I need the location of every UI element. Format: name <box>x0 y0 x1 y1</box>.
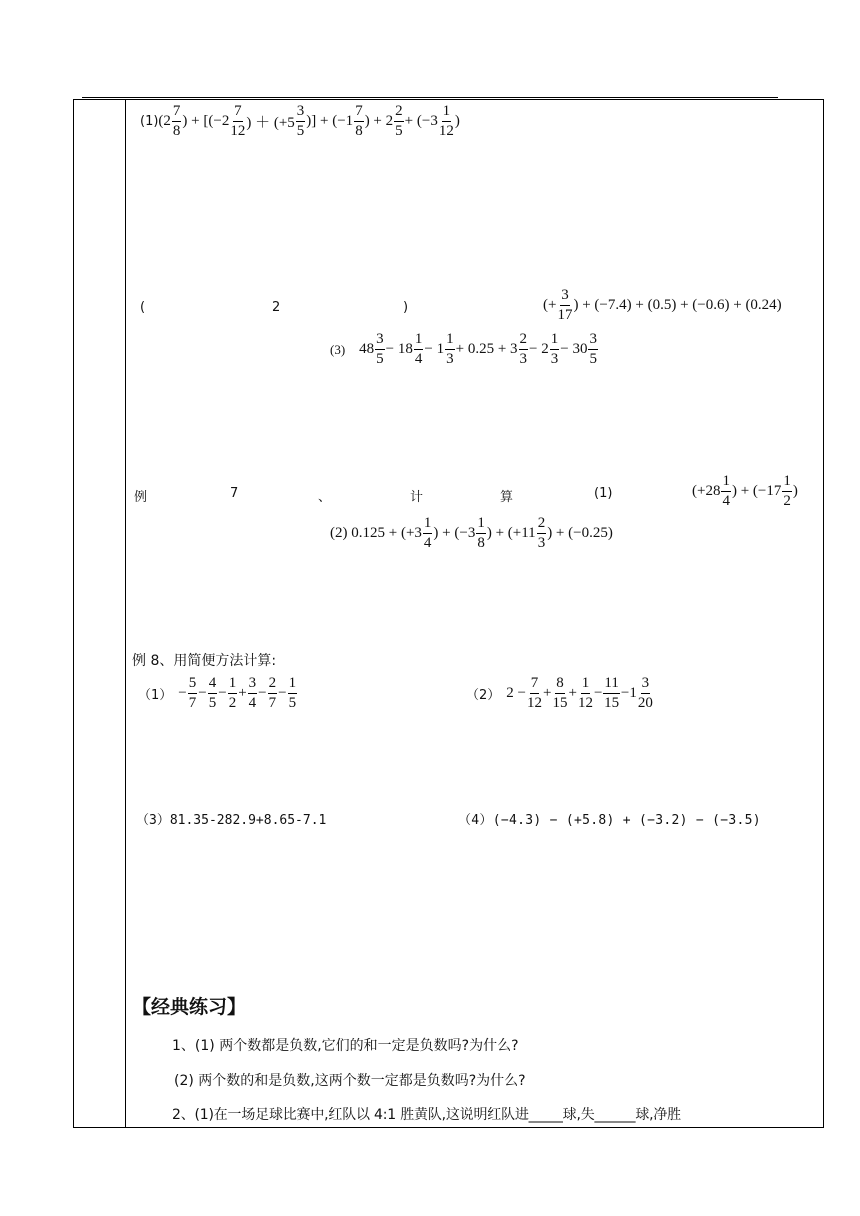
example7-problem1: (+28 $\frac{1}{4}$ ) + (−17 $\frac{1}{2}$ ) <box>692 473 798 509</box>
practice-question: 1、(1) 两个数都是负数,它们的和一定是负数吗?为什么? <box>172 1038 519 1054</box>
fraction: $\frac{1}{5}$ <box>288 675 297 711</box>
example7-word: 计 <box>410 490 424 505</box>
fraction: $\frac{8}{15}$ <box>552 675 568 711</box>
example8-problem2: （2） 2 − $\frac{7}{12}$ + $\frac{8}{15}$ + $\frac{1}{12}$ − $\frac{11}{15}$ −1 $\frac{3}{20}$ <box>466 675 653 711</box>
example7-word: 算 <box>500 490 514 505</box>
example8-heading: 例 8、用简便方法计算: <box>132 653 277 669</box>
problem-number: 2 <box>272 300 281 315</box>
problem-label: （1） <box>138 688 173 703</box>
problem-label: （2） <box>466 688 501 703</box>
example7-number: 7 <box>230 486 239 501</box>
fraction: $\frac{1}{4}$ <box>722 473 730 509</box>
fraction: $\frac{1}{2}$ <box>228 675 237 711</box>
worksheet-table <box>73 99 824 1128</box>
practice-question: (2) 两个数的和是负数,这两个数一定都是负数吗?为什么? <box>174 1073 526 1089</box>
fraction: $\frac{2}{5}$ <box>395 103 403 139</box>
fraction: $\frac{2}{3}$ <box>519 331 528 367</box>
problem-label: (3) <box>330 341 346 357</box>
fraction: $\frac{5}{7}$ <box>188 675 197 711</box>
fraction: $\frac{1}{8}$ <box>477 515 485 551</box>
example7-word: 例 <box>134 490 148 505</box>
fraction: $\frac{3}{5}$ <box>589 331 597 367</box>
problem-label: (1) <box>140 114 159 129</box>
example8-problem1: （1） − $\frac{5}{7}$ − $\frac{4}{5}$ − $\frac{1}{2}$ + $\frac{3}{4}$ − $\frac{2}{7}$ − $\frac{1}{5}$ <box>138 675 297 711</box>
fraction: $\frac{7}{8}$ <box>355 103 363 139</box>
fraction: $\frac{1}{12}$ <box>577 675 593 711</box>
fraction: $\frac{7}{12}$ <box>230 103 246 139</box>
example7-problem2: (2) 0.125 + (+3 $\frac{1}{4}$ ) + (−3 $\frac{1}{8}$ ) + (+11 $\frac{2}{3}$ ) + (−0.25) <box>330 515 613 551</box>
fraction: $\frac{11}{15}$ <box>604 675 620 711</box>
practice-title: 【经典练习】 <box>132 996 247 1018</box>
fraction: $\frac{1}{4}$ <box>414 331 423 367</box>
table-column-divider <box>125 99 126 1128</box>
example6-problem3: (3) 48 $\frac{3}{5}$ − 18 $\frac{1}{4}$ − 1 $\frac{1}{3}$ + 0.25 + 3 $\frac{2}{3}$ − 2 $\frac{1}{3}$ − 30 $\frac{3}{5}$ <box>330 331 597 367</box>
fraction: $\frac{3}{5}$ <box>376 331 384 367</box>
fraction: $\frac{3}{5}$ <box>296 103 305 139</box>
fraction: $\frac{3}{17}$ <box>557 287 573 323</box>
fraction: $\frac{7}{12}$ <box>527 675 542 711</box>
fraction: $\frac{1}{3}$ <box>446 331 454 367</box>
example8-problem4: （4）(−4.3) − (+5.8) + (−3.2) − (−3.5) <box>458 813 761 828</box>
practice-question: 2、(1)在一场足球比赛中,红队以 4:1 胜黄队,这说明红队进_____球,失______球,净胜 <box>172 1107 681 1123</box>
problem-label-close: ) <box>403 300 409 315</box>
fraction: $\frac{1}{4}$ <box>423 515 432 551</box>
header-rule <box>82 97 778 98</box>
fraction: $\frac{1}{3}$ <box>550 331 559 367</box>
example8-problem3: （3）81.35-282.9+8.65-7.1 <box>136 813 327 828</box>
example6-problem1: (1) (2 $\frac{7}{8}$ ) + [(−2 $\frac{7}{12}$ ) ＋ (+5 $\frac{3}{5}$ )] + (−1 $\frac{7}{8}$ ) + 2 $\frac{2}{5}$ + (−3 $\frac{1}{12}$ ) <box>140 103 460 139</box>
fraction: $\frac{2}{7}$ <box>268 675 277 711</box>
fraction: $\frac{3}{4}$ <box>248 675 257 711</box>
example7-separator: 、 <box>318 490 332 505</box>
fraction: $\frac{4}{5}$ <box>208 675 217 711</box>
problem-label: (1) <box>594 486 613 501</box>
example6-problem2: (+ $\frac{3}{17}$ ) + (−7.4) + (0.5) + (−0.6) + (0.24) <box>543 287 782 323</box>
fraction: $\frac{1}{12}$ <box>438 103 454 139</box>
fraction: $\frac{1}{2}$ <box>783 473 791 509</box>
fraction: $\frac{2}{3}$ <box>537 515 546 551</box>
problem-label-open: ( <box>140 300 146 315</box>
fraction: $\frac{3}{20}$ <box>637 675 653 711</box>
fraction: $\frac{7}{8}$ <box>172 103 181 139</box>
